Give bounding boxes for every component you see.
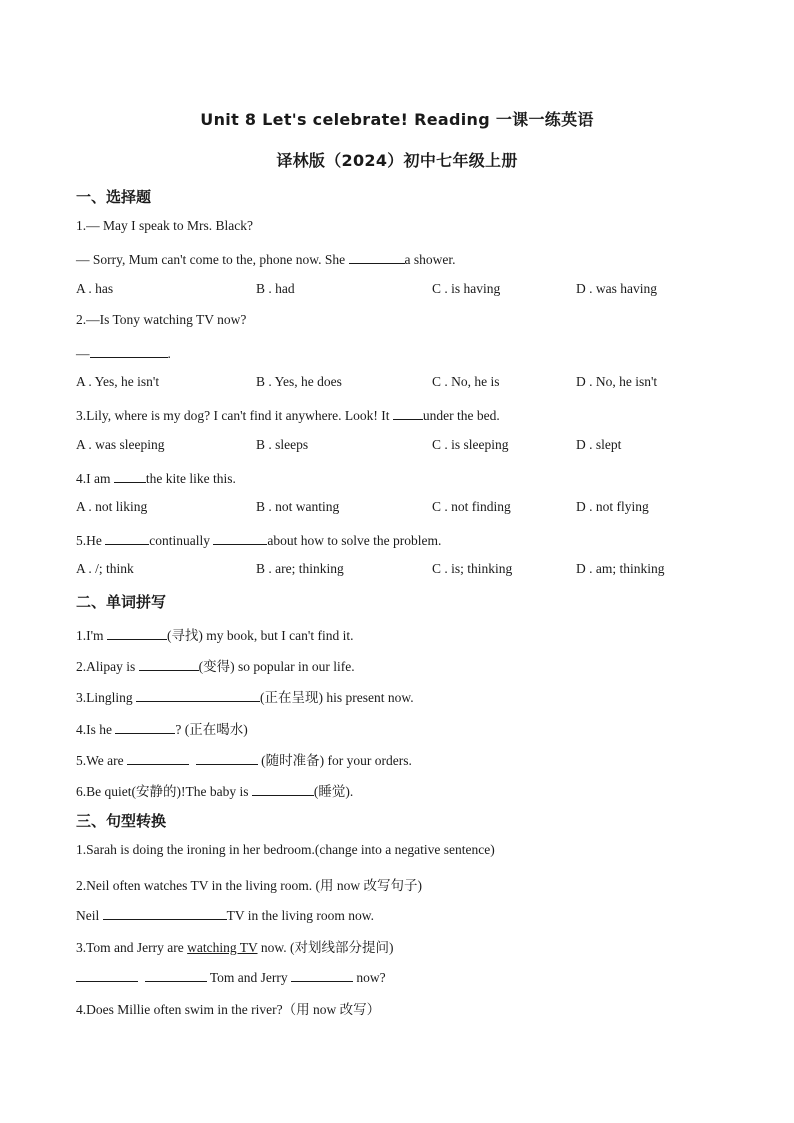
question-2-option-a[interactable]: A . Yes, he isn't xyxy=(76,374,160,389)
question-1-option-d[interactable]: D . was having xyxy=(576,281,657,296)
question-3-option-a[interactable]: A . was sleeping xyxy=(76,437,165,452)
transform-item-3 xyxy=(76,936,394,956)
spelling-5-text-b: (随时准备) for your orders. xyxy=(257,753,412,768)
spelling-item-2 xyxy=(76,655,355,675)
answer-blank[interactable] xyxy=(393,405,423,420)
question-1-option-b[interactable]: B . had xyxy=(256,281,295,296)
question-2-period: . xyxy=(167,346,171,361)
question-2-prompt: 2.—Is Tony watching TV now? xyxy=(76,312,247,327)
question-1-line2 xyxy=(76,249,456,268)
transform-2-text-b: TV in the living room now. xyxy=(226,908,374,923)
transform-3-text-a: 3.Tom and Jerry are xyxy=(76,940,188,955)
transform-3-answer-end: now? xyxy=(353,970,386,985)
question-3-option-d[interactable]: D . slept xyxy=(576,437,622,452)
answer-blank[interactable] xyxy=(291,967,353,982)
question-2-option-c[interactable]: C . No, he is xyxy=(432,374,500,389)
section-heading-choice: 一、选择题 xyxy=(76,188,152,206)
question-5-option-a[interactable]: A . /; think xyxy=(76,561,134,576)
answer-blank[interactable] xyxy=(127,750,189,765)
answer-blank[interactable] xyxy=(107,625,167,640)
spelling-4-text-a: 4.Is he xyxy=(76,722,116,737)
transform-3-answer-mid: Tom and Jerry xyxy=(206,970,292,985)
answer-blank[interactable] xyxy=(145,967,207,982)
question-1-text-b: a shower. xyxy=(404,252,456,267)
question-2-dash: — xyxy=(76,346,90,361)
section-heading-spelling: 二、单词拼写 xyxy=(76,593,167,611)
answer-blank[interactable] xyxy=(252,781,314,796)
answer-blank[interactable] xyxy=(115,719,175,734)
answer-blank[interactable] xyxy=(90,343,168,358)
transform-item-4: 4.Does Millie often swim in the river?（用 now 改写） xyxy=(76,1002,381,1017)
question-5-option-c[interactable]: C . is; thinking xyxy=(432,561,513,576)
question-5-text-c: about how to solve the problem. xyxy=(267,533,442,548)
question-5-option-d[interactable]: D . am; thinking xyxy=(576,561,665,576)
spelling-2-text-a: 2.Alipay is xyxy=(76,659,139,674)
spelling-6-text-b: (睡觉). xyxy=(313,784,354,799)
question-1-option-a[interactable]: A . has xyxy=(76,281,114,296)
transform-item-2: 2.Neil often watches TV in the living room. (用 now 改写句子) xyxy=(76,878,422,893)
spelling-item-6 xyxy=(76,780,353,800)
spelling-item-1 xyxy=(76,624,353,644)
spelling-item-5 xyxy=(76,749,412,769)
transform-3-text-b: now. (对划线部分提问) xyxy=(257,940,394,955)
question-4-text-a: 4.I am xyxy=(76,471,114,486)
question-5-option-b[interactable]: B . are; thinking xyxy=(256,561,344,576)
answer-blank[interactable] xyxy=(76,967,138,982)
spelling-item-4 xyxy=(76,718,248,738)
question-2-line2 xyxy=(76,343,171,362)
answer-blank[interactable] xyxy=(213,530,267,545)
question-5-prompt xyxy=(76,530,441,549)
transform-item-2-answer xyxy=(76,905,374,924)
spelling-4-text-b: ? (正在喝水) xyxy=(175,722,248,737)
spelling-3-text-b: (正在呈现) his present now. xyxy=(260,690,414,705)
spelling-item-3 xyxy=(76,686,414,706)
question-4-option-a[interactable]: A . not liking xyxy=(76,499,148,514)
answer-blank[interactable] xyxy=(196,750,258,765)
question-3-prompt xyxy=(76,405,500,424)
question-1-prompt: 1.— May I speak to Mrs. Black? xyxy=(76,218,253,233)
spelling-1-text-b: (寻找) my book, but I can't find it. xyxy=(166,628,354,643)
underlined-phrase: watching TV xyxy=(187,940,258,955)
answer-blank[interactable] xyxy=(136,687,260,702)
question-2-option-b[interactable]: B . Yes, he does xyxy=(256,374,342,389)
question-4-option-b[interactable]: B . not wanting xyxy=(256,499,340,514)
question-4-option-c[interactable]: C . not finding xyxy=(432,499,511,514)
spelling-1-text-a: 1.I'm xyxy=(76,628,107,643)
spelling-3-text-a: 3.Lingling xyxy=(76,690,136,705)
question-5-text-a: 5.He xyxy=(76,533,106,548)
question-1-option-c[interactable]: C . is having xyxy=(432,281,501,296)
question-5-text-b: continually xyxy=(149,533,214,548)
question-3-option-c[interactable]: C . is sleeping xyxy=(432,437,509,452)
answer-blank[interactable] xyxy=(139,656,199,671)
spelling-6-text-a: 6.Be quiet(安静的)!The baby is xyxy=(76,784,252,799)
transform-item-3-answer xyxy=(76,967,386,986)
answer-blank[interactable] xyxy=(103,905,227,920)
question-3-text-a: 3.Lily, where is my dog? I can't find it anywhere. Look! It xyxy=(76,408,393,423)
question-4-text-b: the kite like this. xyxy=(145,471,236,486)
answer-blank[interactable] xyxy=(349,249,405,264)
answer-blank[interactable] xyxy=(114,468,146,483)
section-heading-transform: 三、句型转换 xyxy=(76,812,167,830)
page-title: Unit 8 Let's celebrate! Reading 一课一练英语 xyxy=(200,110,594,129)
page-subtitle: 译林版（2024）初中七年级上册 xyxy=(276,151,518,170)
transform-2-text-a: Neil xyxy=(76,908,103,923)
answer-blank[interactable] xyxy=(105,530,149,545)
transform-item-1: 1.Sarah is doing the ironing in her bedroom.(change into a negative sentence) xyxy=(76,842,495,857)
question-3-text-b: under the bed. xyxy=(422,408,500,423)
question-4-option-d[interactable]: D . not flying xyxy=(576,499,649,514)
question-4-prompt xyxy=(76,468,236,487)
question-1-text-a: — Sorry, Mum can't come to the, phone now. She xyxy=(76,252,349,267)
spelling-2-text-b: (变得) so popular in our life. xyxy=(198,659,355,674)
question-2-option-d[interactable]: D . No, he isn't xyxy=(576,374,658,389)
spelling-5-text-a: 5.We are xyxy=(76,753,128,768)
question-3-option-b[interactable]: B . sleeps xyxy=(256,437,309,452)
